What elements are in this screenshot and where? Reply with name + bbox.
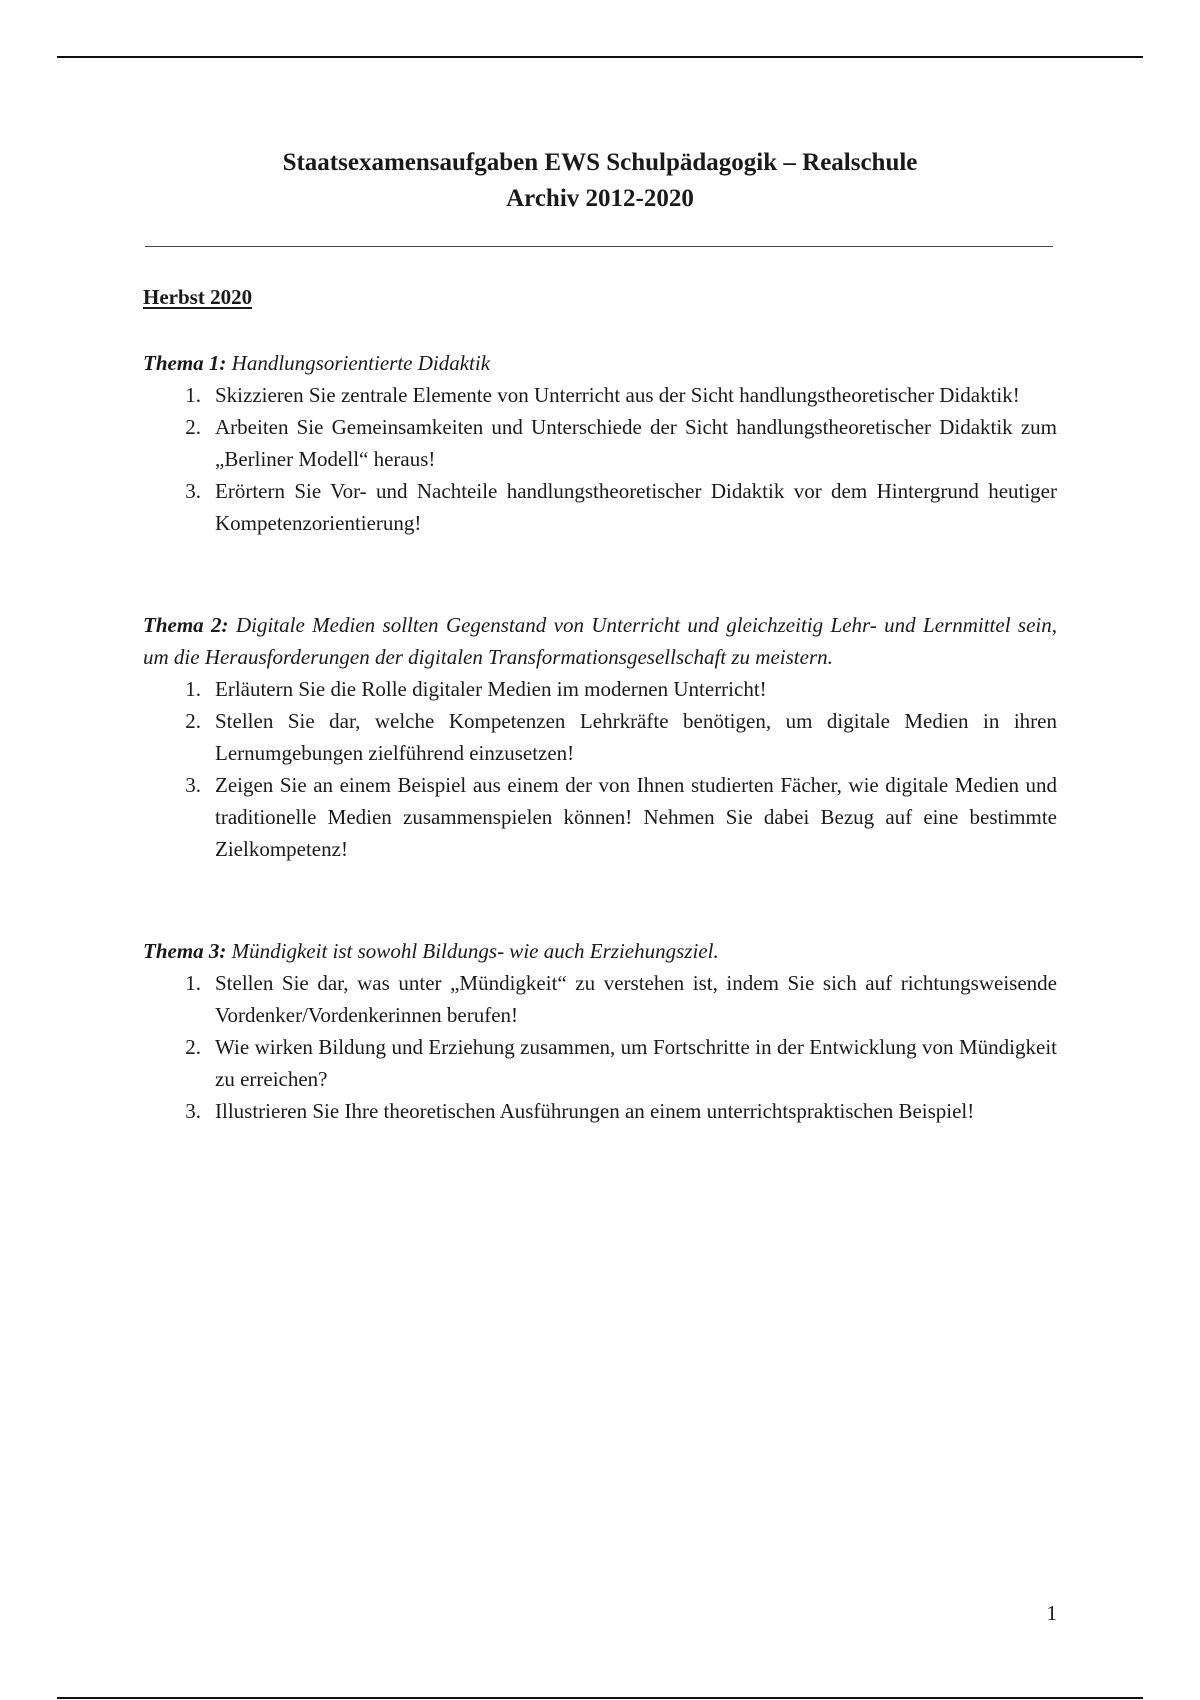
question-text: Wie wirken Bildung und Erziehung zusammen, um Fortschritte in der Entwicklung von Mündigkeit zu erreichen? xyxy=(215,1035,1057,1091)
thema-intro xyxy=(143,347,1057,379)
document-body xyxy=(143,282,1057,1127)
thema-intro xyxy=(143,609,1057,673)
question-item xyxy=(143,967,1057,1031)
document-subtitle: Archiv 2012-2020 xyxy=(506,185,694,212)
question-number: 3. xyxy=(185,479,201,503)
thema-label: Thema 3: xyxy=(143,939,227,963)
page-number: 1 xyxy=(1046,1601,1057,1625)
question-number: 1. xyxy=(185,971,201,995)
question-text: Zeigen Sie an einem Beispiel aus einem der von Ihnen studierten Fächer, wie digitale Medien und traditionelle Medien zusammenspielen können! Nehmen Sie dabei Bezug auf eine bestimmte Zielkompetenz! xyxy=(215,773,1057,861)
question-list xyxy=(143,379,1057,539)
question-list xyxy=(143,673,1057,865)
question-item xyxy=(143,411,1057,475)
question-number: 1. xyxy=(185,383,201,407)
question-item xyxy=(143,705,1057,769)
question-text: Arbeiten Sie Gemeinsamkeiten und Unterschiede der Sicht handlungstheoretischer Didaktik zum „Berliner Modell“ heraus! xyxy=(215,415,1057,471)
question-number: 3. xyxy=(185,1099,201,1123)
question-item xyxy=(143,1031,1057,1095)
header-divider xyxy=(145,246,1053,247)
question-item xyxy=(143,475,1057,539)
thema-label: Thema 1: xyxy=(143,351,227,375)
top-border-line xyxy=(57,56,1143,58)
bottom-border-line xyxy=(57,1697,1143,1699)
thema-label: Thema 2: xyxy=(143,613,229,637)
question-list xyxy=(143,967,1057,1127)
thema-1 xyxy=(143,347,1057,539)
question-text: Erörtern Sie Vor- und Nachteile handlungstheoretischer Didaktik vor dem Hintergrund heutiger Kompetenzorientierung! xyxy=(215,479,1057,535)
thema-3 xyxy=(143,935,1057,1127)
section-heading: Herbst 2020 xyxy=(143,285,253,309)
question-text: Stellen Sie dar, was unter „Mündigkeit“ zu verstehen ist, indem Sie sich auf richtungsweisende Vordenker/Vordenkerinnen berufen! xyxy=(215,971,1057,1027)
document-header xyxy=(0,145,1200,217)
thema-2 xyxy=(143,609,1057,865)
question-text: Illustrieren Sie Ihre theoretischen Ausführungen an einem unterrichtspraktischen Beispiel! xyxy=(215,1099,975,1123)
thema-intro xyxy=(143,935,1057,967)
question-item xyxy=(143,673,1057,705)
question-text: Skizzieren Sie zentrale Elemente von Unterricht aus der Sicht handlungstheoretischer Didaktik! xyxy=(215,383,1020,407)
question-item xyxy=(143,379,1057,411)
question-text: Stellen Sie dar, welche Kompetenzen Lehrkräfte benötigen, um digitale Medien in ihren Lernumgebungen zielführend einzusetzen! xyxy=(215,709,1057,765)
question-text: Erläutern Sie die Rolle digitaler Medien im modernen Unterricht! xyxy=(215,677,767,701)
question-number: 3. xyxy=(185,773,201,797)
question-number: 2. xyxy=(185,709,201,733)
question-item xyxy=(143,769,1057,865)
thema-text: Handlungsorientierte Didaktik xyxy=(231,351,491,375)
thema-text: Digitale Medien sollten Gegenstand von Unterricht und gleichzeitig Lehr- und Lernmittel sein, um die Herausforderungen der digitalen Transformationsgesellschaft zu meistern. xyxy=(143,613,1058,669)
question-number: 2. xyxy=(185,415,201,439)
thema-text: Mündigkeit ist sowohl Bildungs- wie auch Erziehungsziel. xyxy=(231,939,719,963)
question-number: 1. xyxy=(185,677,201,701)
question-item xyxy=(143,1095,1057,1127)
question-number: 2. xyxy=(185,1035,201,1059)
document-title: Staatsexamensaufgaben EWS Schulpädagogik – Realschule xyxy=(282,149,918,176)
